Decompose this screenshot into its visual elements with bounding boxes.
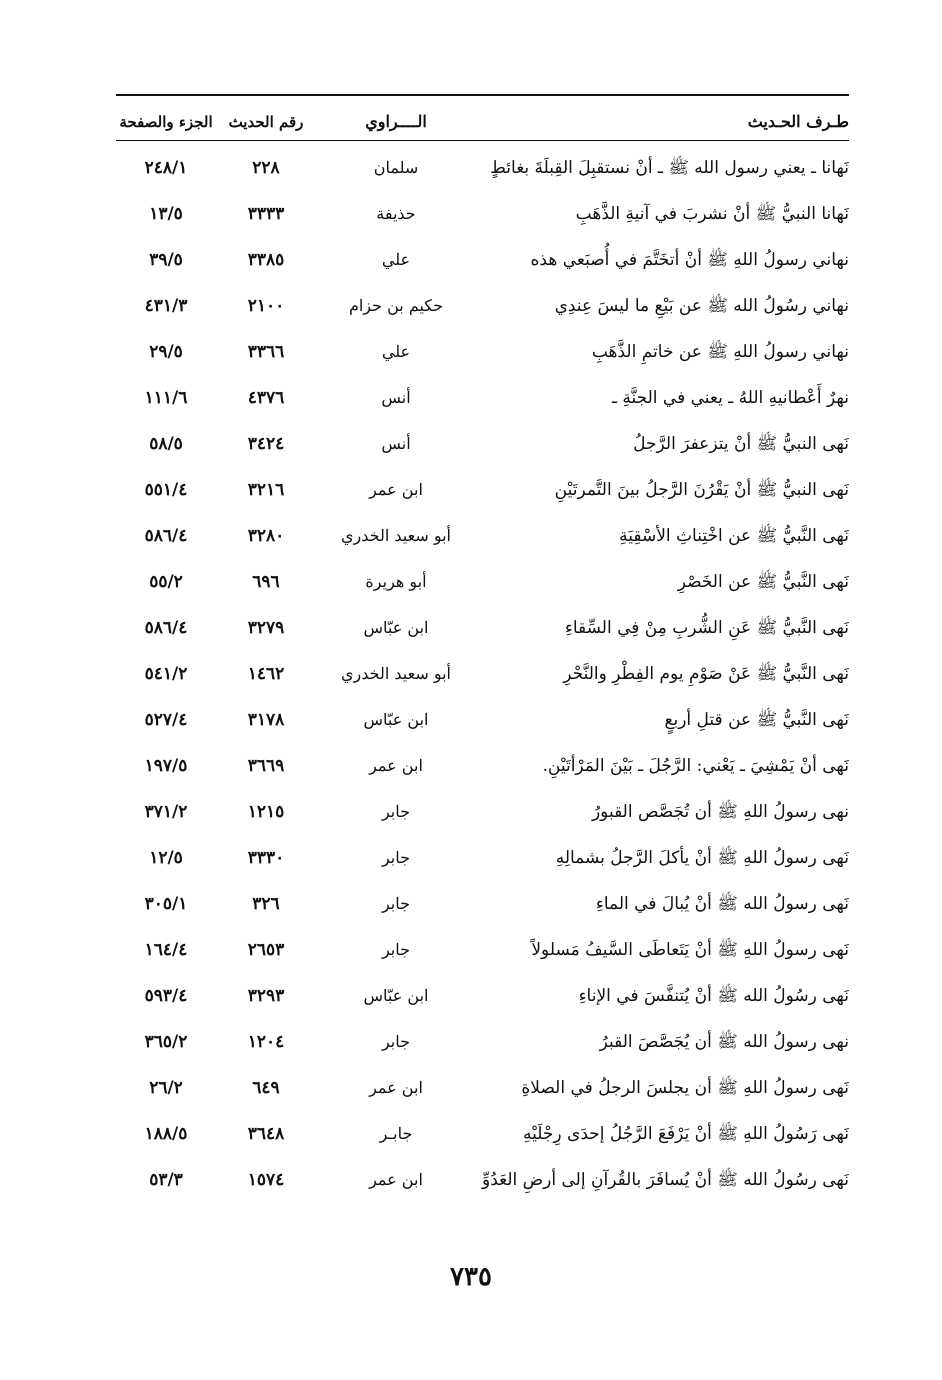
table-row bbox=[116, 651, 849, 697]
hadith-text: نَهى النَّبيُّ ﷺ عن اخْتِناثِ الأسْقِيَةِ bbox=[619, 526, 849, 546]
volume-page: ١٨٨/٥ bbox=[144, 1124, 188, 1144]
volume-page: ١١١/٦ bbox=[144, 388, 188, 408]
table-row bbox=[116, 191, 849, 237]
volume-page: ١٢/٥ bbox=[149, 848, 183, 868]
header-volume-page: الجزء والصفحة bbox=[119, 113, 213, 131]
hadith-number: ٣٦٦٩ bbox=[247, 756, 285, 776]
table-row bbox=[116, 145, 849, 191]
hadith-number: ١٢٠٤ bbox=[247, 1032, 285, 1052]
volume-page: ٢٦/٢ bbox=[149, 1078, 183, 1098]
volume-page: ٥٩٣/٤ bbox=[144, 986, 188, 1006]
table-row bbox=[116, 789, 849, 835]
narrator-name: علي bbox=[381, 342, 411, 361]
narrator-name: سلمان bbox=[373, 158, 419, 177]
hadith-number: ٣٦٤٨ bbox=[247, 1124, 285, 1144]
volume-page: ٥٨٦/٤ bbox=[144, 526, 188, 546]
hadith-number: ٣٢٨٠ bbox=[247, 526, 285, 546]
hadith-text: نَهى النبيُّ ﷺ أنْ يَقْرُنَ الرَّجلُ بينَ التَّمرتَيْنِ bbox=[554, 480, 849, 500]
table-row bbox=[116, 743, 849, 789]
volume-page: ١٣/٥ bbox=[149, 204, 183, 224]
hadith-number: ٦٤٩ bbox=[252, 1078, 280, 1098]
header-hadith: طـرف الحـديث bbox=[747, 112, 849, 131]
hadith-text: نَهى رسُولُ الله ﷺ أنْ يُتنفَّسَ في الإناءِ bbox=[578, 986, 849, 1006]
hadith-number: ١٤٦٢ bbox=[247, 664, 285, 684]
hadith-text: نهاني رسُولُ الله ﷺ عن بَيْعِ ما ليسَ عِندِي bbox=[554, 296, 849, 316]
volume-page: ٥٨/٥ bbox=[149, 434, 183, 454]
volume-page: ٥٢٧/٤ bbox=[144, 710, 188, 730]
table-row bbox=[116, 835, 849, 881]
volume-page: ٥٤١/٢ bbox=[144, 664, 188, 684]
volume-page: ١٦٤/٤ bbox=[144, 940, 188, 960]
hadith-text: نَهى النَّبيُّ ﷺ عن الخَصْرِ bbox=[677, 572, 849, 592]
header-number: رقم الحديث bbox=[228, 113, 304, 131]
hadith-text: نهاني رسولُ اللهِ ﷺ عن خاتمِ الذَّهَبِ bbox=[591, 342, 849, 362]
table-row bbox=[116, 1019, 849, 1065]
table-body bbox=[116, 145, 849, 1203]
hadith-text: نَهانا النبيُّ ﷺ أنْ نشربَ في آنيةِ الذَّهَبِ bbox=[575, 204, 849, 224]
hadith-text: نهى رسولُ الله ﷺ أن يُجَصَّصَ القبرُ bbox=[599, 1032, 849, 1052]
table-row bbox=[116, 421, 849, 467]
volume-page: ٣٧١/٢ bbox=[144, 802, 188, 822]
table-header bbox=[116, 104, 849, 140]
narrator-name: علي bbox=[381, 250, 411, 269]
narrator-name: ابن عبّاس bbox=[363, 710, 429, 729]
volume-page: ٣٠٥/١ bbox=[144, 894, 188, 914]
narrator-name: أبو سعيد الخدري bbox=[341, 526, 451, 545]
table-row bbox=[116, 375, 849, 421]
hadith-number: ٣٣٦٦ bbox=[247, 342, 285, 362]
volume-page: ١٩٧/٥ bbox=[144, 756, 188, 776]
hadith-text: نهى رسولُ اللهِ ﷺ أن تُجَصَّص القبورُ bbox=[591, 802, 849, 822]
volume-page: ٥٨٦/٤ bbox=[144, 618, 188, 638]
volume-page: ٥٥/٢ bbox=[149, 572, 183, 592]
narrator-name: جابر bbox=[381, 940, 411, 959]
hadith-number: ٣٤٢٤ bbox=[247, 434, 285, 454]
hadith-number: ٣٢٦ bbox=[252, 894, 280, 914]
hadith-text: نَهى أنْ يَمْشِيَ ـ يَعْني: الرَّجُلَ ـ بَيْنَ المَرْأتَيْنِ. bbox=[542, 756, 849, 776]
hadith-text: نَهى رَسُولُ اللهِ ﷺ أنْ يَرْفَعَ الرَّجُلُ إحدَى رِجْلَيْهِ bbox=[523, 1124, 849, 1144]
volume-page: ٥٣/٣ bbox=[149, 1170, 183, 1190]
hadith-text: نَهى رسولُ الله ﷺ أنْ يُبالَ في الماءِ bbox=[595, 894, 849, 914]
top-rule bbox=[116, 94, 849, 96]
hadith-number: ٣٣٣٠ bbox=[247, 848, 285, 868]
table-row bbox=[116, 927, 849, 973]
page-number: ٧٣٥ bbox=[450, 1262, 492, 1292]
volume-page: ٣٦٥/٢ bbox=[144, 1032, 188, 1052]
narrator-name: جابر bbox=[381, 848, 411, 867]
hadith-number: ٢٢٨ bbox=[252, 158, 280, 178]
hadith-text: نَهى النَّبيُّ ﷺ عَنِ الشُّربِ مِنْ فِي السِّقاءِ bbox=[564, 618, 849, 638]
table-row bbox=[116, 605, 849, 651]
table-row bbox=[116, 283, 849, 329]
table-row bbox=[116, 513, 849, 559]
narrator-name: ابن عمر bbox=[369, 756, 423, 775]
table-row bbox=[116, 881, 849, 927]
narrator-name: ابن عمر bbox=[369, 480, 423, 499]
hadith-number: ٣٢٧٩ bbox=[247, 618, 285, 638]
volume-page: ٣٩/٥ bbox=[149, 250, 183, 270]
narrator-name: جابر bbox=[381, 1032, 411, 1051]
hadith-number: ٦٩٦ bbox=[252, 572, 280, 592]
narrator-name: ابن عبّاس bbox=[363, 618, 429, 637]
narrator-name: أبو سعيد الخدري bbox=[341, 664, 451, 683]
table-row bbox=[116, 329, 849, 375]
hadith-text: نَهى رسُولُ الله ﷺ أنْ يُسافَرَ بالقُرآنِ إلى أرضِ العَدُوِّ bbox=[481, 1170, 849, 1190]
hadith-number: ١٢١٥ bbox=[247, 802, 285, 822]
volume-page: ٥٥١/٤ bbox=[144, 480, 188, 500]
table-row bbox=[116, 1157, 849, 1203]
hadith-text: نَهى النبيُّ ﷺ أنْ يتزعفرَ الرَّجلُ bbox=[633, 434, 849, 454]
hadith-text: نَهانا ـ يعني رسول الله ﷺ ـ أنْ نستقبِلَ القِبلَةَ بغائطٍ bbox=[490, 158, 849, 178]
hadith-number: ٤٣٧٦ bbox=[247, 388, 285, 408]
narrator-name: جابر bbox=[381, 802, 411, 821]
hadith-text: نَهى النَّبيُّ ﷺ عَنْ صَوْمِ يوم الفِطْرِ والنَّحْرِ bbox=[563, 664, 849, 684]
hadith-number: ٣١٧٨ bbox=[247, 710, 285, 730]
table-row bbox=[116, 559, 849, 605]
table-row bbox=[116, 1111, 849, 1157]
hadith-number: ٣٣٣٣ bbox=[247, 204, 285, 224]
hadith-number: ٣٣٨٥ bbox=[247, 250, 285, 270]
header-rule bbox=[116, 140, 849, 141]
volume-page: ٢٤٨/١ bbox=[144, 158, 188, 178]
narrator-name: أبو هريرة bbox=[365, 572, 427, 591]
header-row bbox=[116, 104, 849, 140]
table-row bbox=[116, 467, 849, 513]
volume-page: ٤٣١/٣ bbox=[144, 296, 188, 316]
hadith-number: ٢٦٥٣ bbox=[247, 940, 285, 960]
hadith-number: ٣٢٩٣ bbox=[247, 986, 285, 1006]
hadith-text: نَهى رسولُ اللهِ ﷺ أنْ يأكلَ الرَّجلُ بشمالِهِ bbox=[555, 848, 849, 868]
header-narrator: الــــراوي bbox=[365, 112, 427, 131]
table-row bbox=[116, 697, 849, 743]
narrator-name: أنس bbox=[381, 434, 411, 453]
hadith-text: نهرٌ أَعْطانيهِ اللهُ ـ يعني في الجنَّةِ ـ bbox=[612, 388, 849, 408]
hadith-text: نَهى رسولُ اللهِ ﷺ أنْ يَتَعاطَى السَّيفُ مَسلولاً bbox=[531, 940, 849, 960]
table-row bbox=[116, 1065, 849, 1111]
narrator-name: ابن عبّاس bbox=[363, 986, 429, 1005]
volume-page: ٢٩/٥ bbox=[149, 342, 183, 362]
narrator-name: ابن عمر bbox=[369, 1078, 423, 1097]
table-row bbox=[116, 973, 849, 1019]
narrator-name: حكيم بن حزام bbox=[348, 296, 444, 315]
narrator-name: جابر bbox=[381, 894, 411, 913]
narrator-name: حذيفة bbox=[376, 204, 416, 223]
hadith-number: ١٥٧٤ bbox=[247, 1170, 285, 1190]
narrator-name: ابن عمر bbox=[369, 1170, 423, 1189]
narrator-name: أنس bbox=[381, 388, 411, 407]
narrator-name: جابـر bbox=[379, 1124, 413, 1143]
table-row bbox=[116, 237, 849, 283]
hadith-text: نهاني رسولُ اللهِ ﷺ أنْ أتخَتَّمَ في أُصبَعي هذه bbox=[530, 250, 849, 270]
hadith-number: ٣٢١٦ bbox=[247, 480, 285, 500]
hadith-text: نَهى رسولُ اللهِ ﷺ أن يجلسَ الرجلُ في الصلاةِ bbox=[521, 1078, 849, 1098]
hadith-text: نَهى النَّبيُّ ﷺ عن قتلِ أربعٍ bbox=[664, 710, 849, 730]
hadith-number: ٢١٠٠ bbox=[247, 296, 285, 316]
